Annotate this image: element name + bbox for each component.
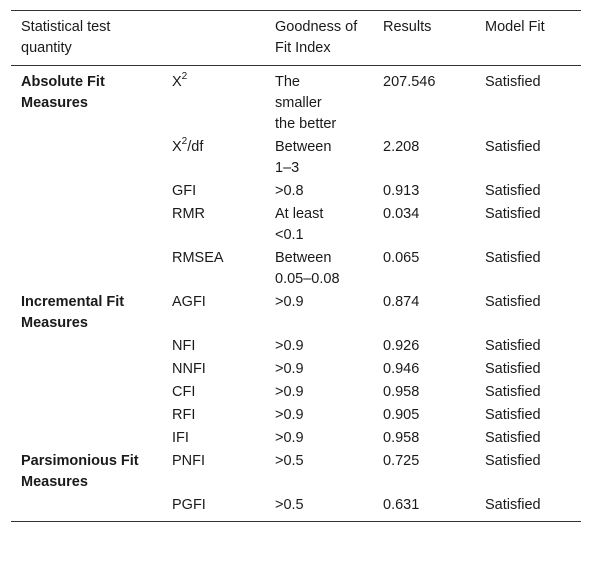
model-fit-status: Satisfied <box>485 384 541 400</box>
measure-cell <box>162 248 265 292</box>
fit-index-criterion: At least <0.1 <box>275 206 324 243</box>
model-fit-status: Satisfied <box>485 294 541 310</box>
model-fit-status: Satisfied <box>485 453 541 469</box>
header-statistical-test-quantity: Statistical test quantity <box>21 19 111 56</box>
measure-cell <box>162 292 265 336</box>
group-label <box>11 495 162 522</box>
measure-name: RMSEA <box>172 250 224 266</box>
measure-cell <box>162 428 265 451</box>
fit-index-criterion: Between 1–3 <box>275 139 332 176</box>
fit-index-criterion: >0.5 <box>275 453 304 469</box>
group-label <box>11 382 162 405</box>
measure-name: NFI <box>172 338 196 354</box>
group-label <box>11 428 162 451</box>
table-row <box>11 359 581 382</box>
group-label <box>11 137 162 181</box>
measure-cell <box>162 204 265 248</box>
model-fit-status: Satisfied <box>485 139 541 155</box>
group-label: Incremental Fit Measures <box>21 294 125 331</box>
fit-index-cell <box>265 495 373 522</box>
result-value: 0.874 <box>383 294 420 310</box>
measure-suffix: /df <box>187 139 204 155</box>
result-value: 0.926 <box>383 338 420 354</box>
group-label <box>11 336 162 359</box>
fit-index-cell <box>265 359 373 382</box>
result-value: 0.725 <box>383 453 420 469</box>
measure-name: NNFI <box>172 361 206 377</box>
result-value: 0.034 <box>383 206 420 222</box>
measure-superscript: 2 <box>181 71 188 83</box>
fit-index-criterion: >0.9 <box>275 294 304 310</box>
group-label <box>11 204 162 248</box>
table-row <box>11 495 581 522</box>
group-label <box>11 181 162 204</box>
table-row <box>11 66 581 138</box>
model-fit-status: Satisfied <box>485 407 541 423</box>
table-row <box>11 451 581 495</box>
fit-index-cell <box>265 336 373 359</box>
result-value: 0.913 <box>383 183 420 199</box>
table-row <box>11 181 581 204</box>
measure-name: PNFI <box>172 453 206 469</box>
measure-name: RMR <box>172 206 206 222</box>
table-row <box>11 336 581 359</box>
measure-cell <box>162 382 265 405</box>
fit-index-cell <box>265 428 373 451</box>
fit-index-criterion: >0.8 <box>275 183 304 199</box>
fit-indices-table <box>11 10 581 522</box>
result-value: 0.958 <box>383 430 420 446</box>
result-value: 207.546 <box>383 74 436 90</box>
table-row <box>11 428 581 451</box>
measure-cell <box>162 137 265 181</box>
measure-name: GFI <box>172 183 197 199</box>
fit-index-cell <box>265 248 373 292</box>
table-row <box>11 382 581 405</box>
table-row <box>11 204 581 248</box>
measure-cell <box>162 181 265 204</box>
measure-name: RFI <box>172 407 196 423</box>
measure-cell <box>162 336 265 359</box>
fit-index-cell <box>265 66 373 138</box>
result-value: 0.958 <box>383 384 420 400</box>
measure-name: CFI <box>172 384 196 400</box>
measure-cell <box>162 66 265 138</box>
table-row <box>11 292 581 336</box>
measure-name: IFI <box>172 430 189 446</box>
table-row <box>11 137 581 181</box>
table-body <box>11 66 581 522</box>
measure-cell <box>162 495 265 522</box>
header-results: Results <box>383 19 432 35</box>
result-value: 2.208 <box>383 139 420 155</box>
fit-index-criterion: >0.9 <box>275 384 304 400</box>
fit-index-criterion: >0.9 <box>275 361 304 377</box>
model-fit-status: Satisfied <box>485 430 541 446</box>
fit-indices-table-container <box>11 10 581 522</box>
measure-cell <box>162 405 265 428</box>
model-fit-status: Satisfied <box>485 206 541 222</box>
fit-index-criterion: >0.9 <box>275 338 304 354</box>
measure-cell <box>162 451 265 495</box>
result-value: 0.946 <box>383 361 420 377</box>
fit-index-cell <box>265 137 373 181</box>
header-row <box>11 11 581 66</box>
group-label <box>11 359 162 382</box>
fit-index-cell <box>265 451 373 495</box>
model-fit-status: Satisfied <box>485 497 541 513</box>
model-fit-status: Satisfied <box>485 338 541 354</box>
result-value: 0.905 <box>383 407 420 423</box>
header-model-fit: Model Fit <box>485 19 545 35</box>
fit-index-cell <box>265 292 373 336</box>
group-label: Absolute Fit Measures <box>21 74 105 111</box>
header-measure <box>162 11 265 66</box>
result-value: 0.065 <box>383 250 420 266</box>
fit-index-cell <box>265 405 373 428</box>
fit-index-cell <box>265 204 373 248</box>
measure-name: X <box>172 74 182 90</box>
result-value: 0.631 <box>383 497 420 513</box>
fit-index-criterion: >0.9 <box>275 407 304 423</box>
model-fit-status: Satisfied <box>485 250 541 266</box>
fit-index-criterion: The smaller the better <box>275 74 337 132</box>
fit-index-cell <box>265 382 373 405</box>
fit-index-cell <box>265 181 373 204</box>
header-goodness-of-fit-index: Goodness of Fit Index <box>275 19 358 56</box>
group-label: Parsimonious Fit Measures <box>21 453 139 490</box>
model-fit-status: Satisfied <box>485 361 541 377</box>
model-fit-status: Satisfied <box>485 183 541 199</box>
measure-superscript: 2 <box>181 136 188 148</box>
table-row <box>11 405 581 428</box>
measure-name: PGFI <box>172 497 206 513</box>
group-label <box>11 405 162 428</box>
table-row <box>11 248 581 292</box>
measure-name: X <box>172 139 182 155</box>
fit-index-criterion: >0.9 <box>275 430 304 446</box>
measure-cell <box>162 359 265 382</box>
table-header <box>11 11 581 66</box>
fit-index-criterion: Between 0.05–0.08 <box>275 250 340 287</box>
measure-name: AGFI <box>172 294 206 310</box>
fit-index-criterion: >0.5 <box>275 497 304 513</box>
model-fit-status: Satisfied <box>485 74 541 90</box>
group-label <box>11 248 162 292</box>
